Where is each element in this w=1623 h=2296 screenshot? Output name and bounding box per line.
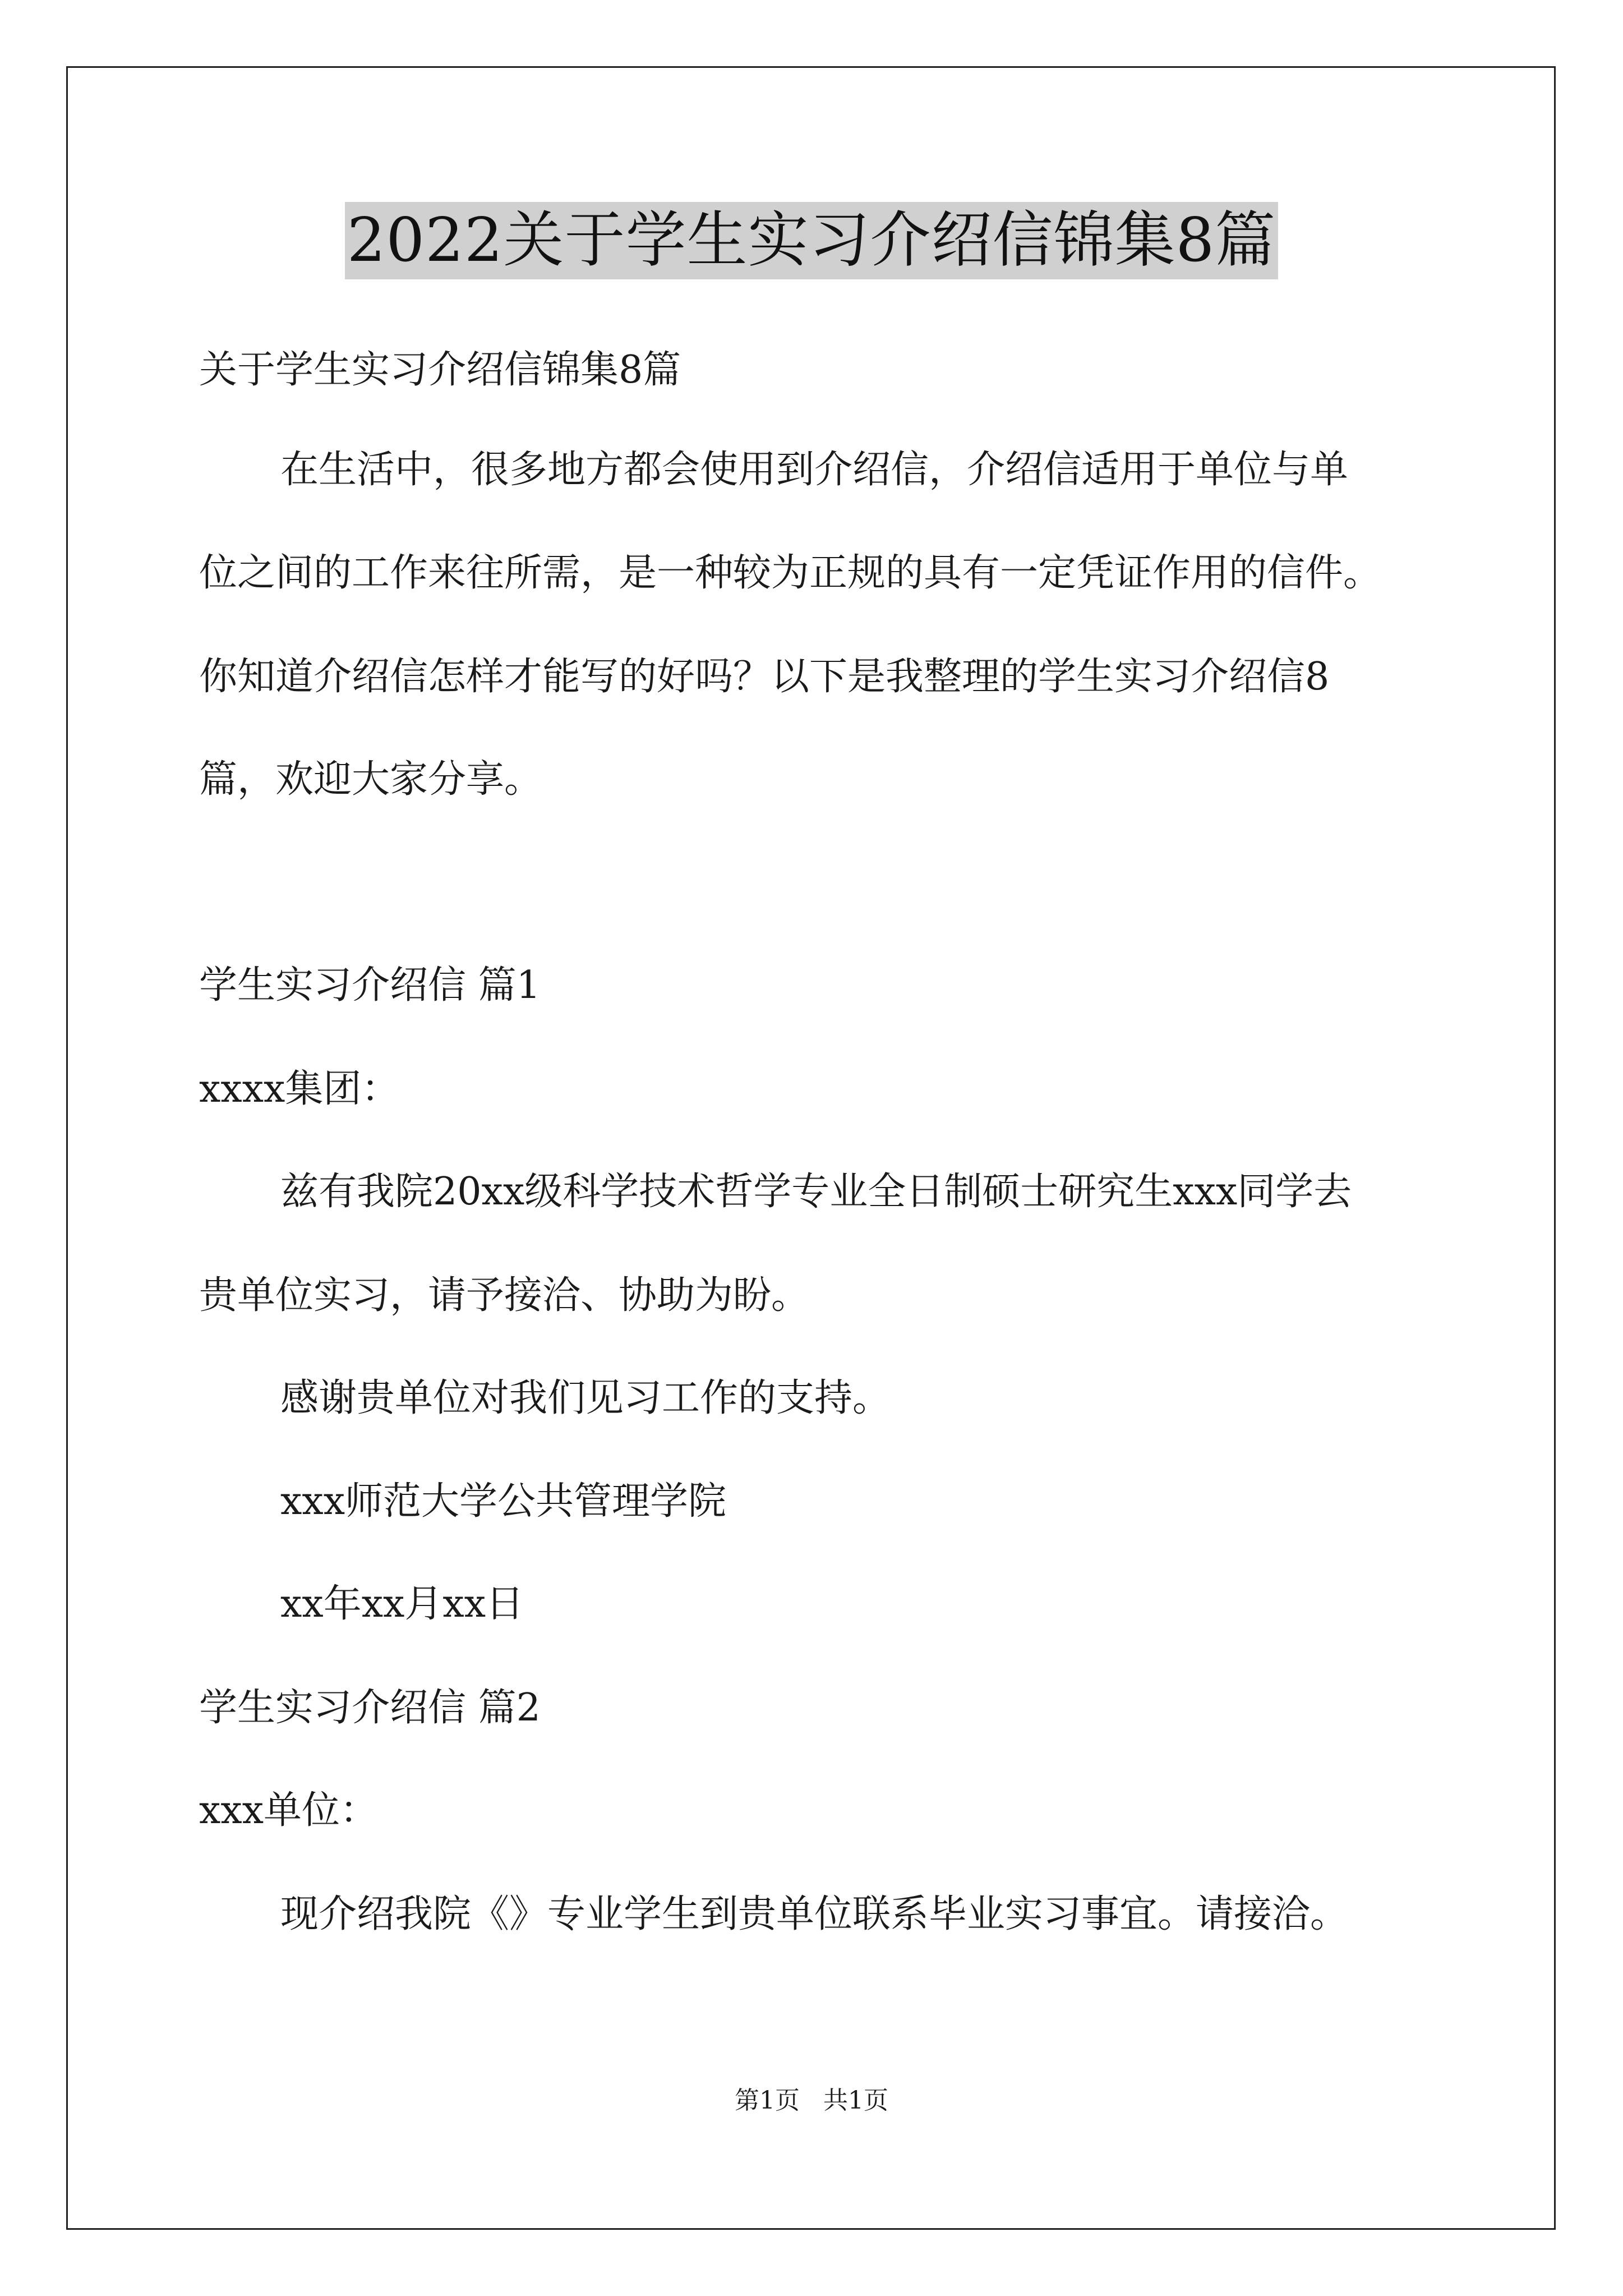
document-title: 2022关于学生实习介绍信锦集8篇 bbox=[345, 202, 1279, 279]
letter2-heading: 学生实习介绍信 篇2 bbox=[199, 1686, 541, 1730]
letter1-recipient: xxxx集团： bbox=[199, 1067, 400, 1111]
letter2-recipient: xxx单位： bbox=[199, 1788, 379, 1833]
letter1-body-line: 贵单位实习，请予接洽、协助为盼。 bbox=[199, 1273, 810, 1318]
page-footer: 第1页 共1页 bbox=[735, 2086, 888, 2115]
document-subtitle: 关于学生实习介绍信锦集8篇 bbox=[199, 348, 681, 392]
intro-line: 篇，欢迎大家分享。 bbox=[199, 757, 543, 802]
title-wrapper bbox=[0, 202, 1623, 279]
letter1-body-line: 兹有我院20xx级科学技术哲学专业全日制硕士研究生xxx同学去 bbox=[280, 1170, 1352, 1214]
intro-line: 位之间的工作来往所需，是一种较为正规的具有一定凭证作用的信件。 bbox=[199, 551, 1382, 595]
intro-line: 你知道介绍信怎样才能写的好吗？以下是我整理的学生实习介绍信8 bbox=[199, 655, 1330, 699]
letter2-body: 现介绍我院《》专业学生到贵单位联系毕业实习事宜。请接洽。 bbox=[280, 1892, 1349, 1936]
letter1-thanks: 感谢贵单位对我们见习工作的支持。 bbox=[280, 1376, 891, 1420]
letter1-heading: 学生实习介绍信 篇1 bbox=[199, 963, 541, 1007]
letter1-date: xx年xx月xx日 bbox=[280, 1582, 524, 1626]
letter1-signature: xxx师范大学公共管理学院 bbox=[280, 1479, 727, 1524]
intro-line: 在生活中，很多地方都会使用到介绍信，介绍信适用于单位与单 bbox=[280, 448, 1349, 492]
